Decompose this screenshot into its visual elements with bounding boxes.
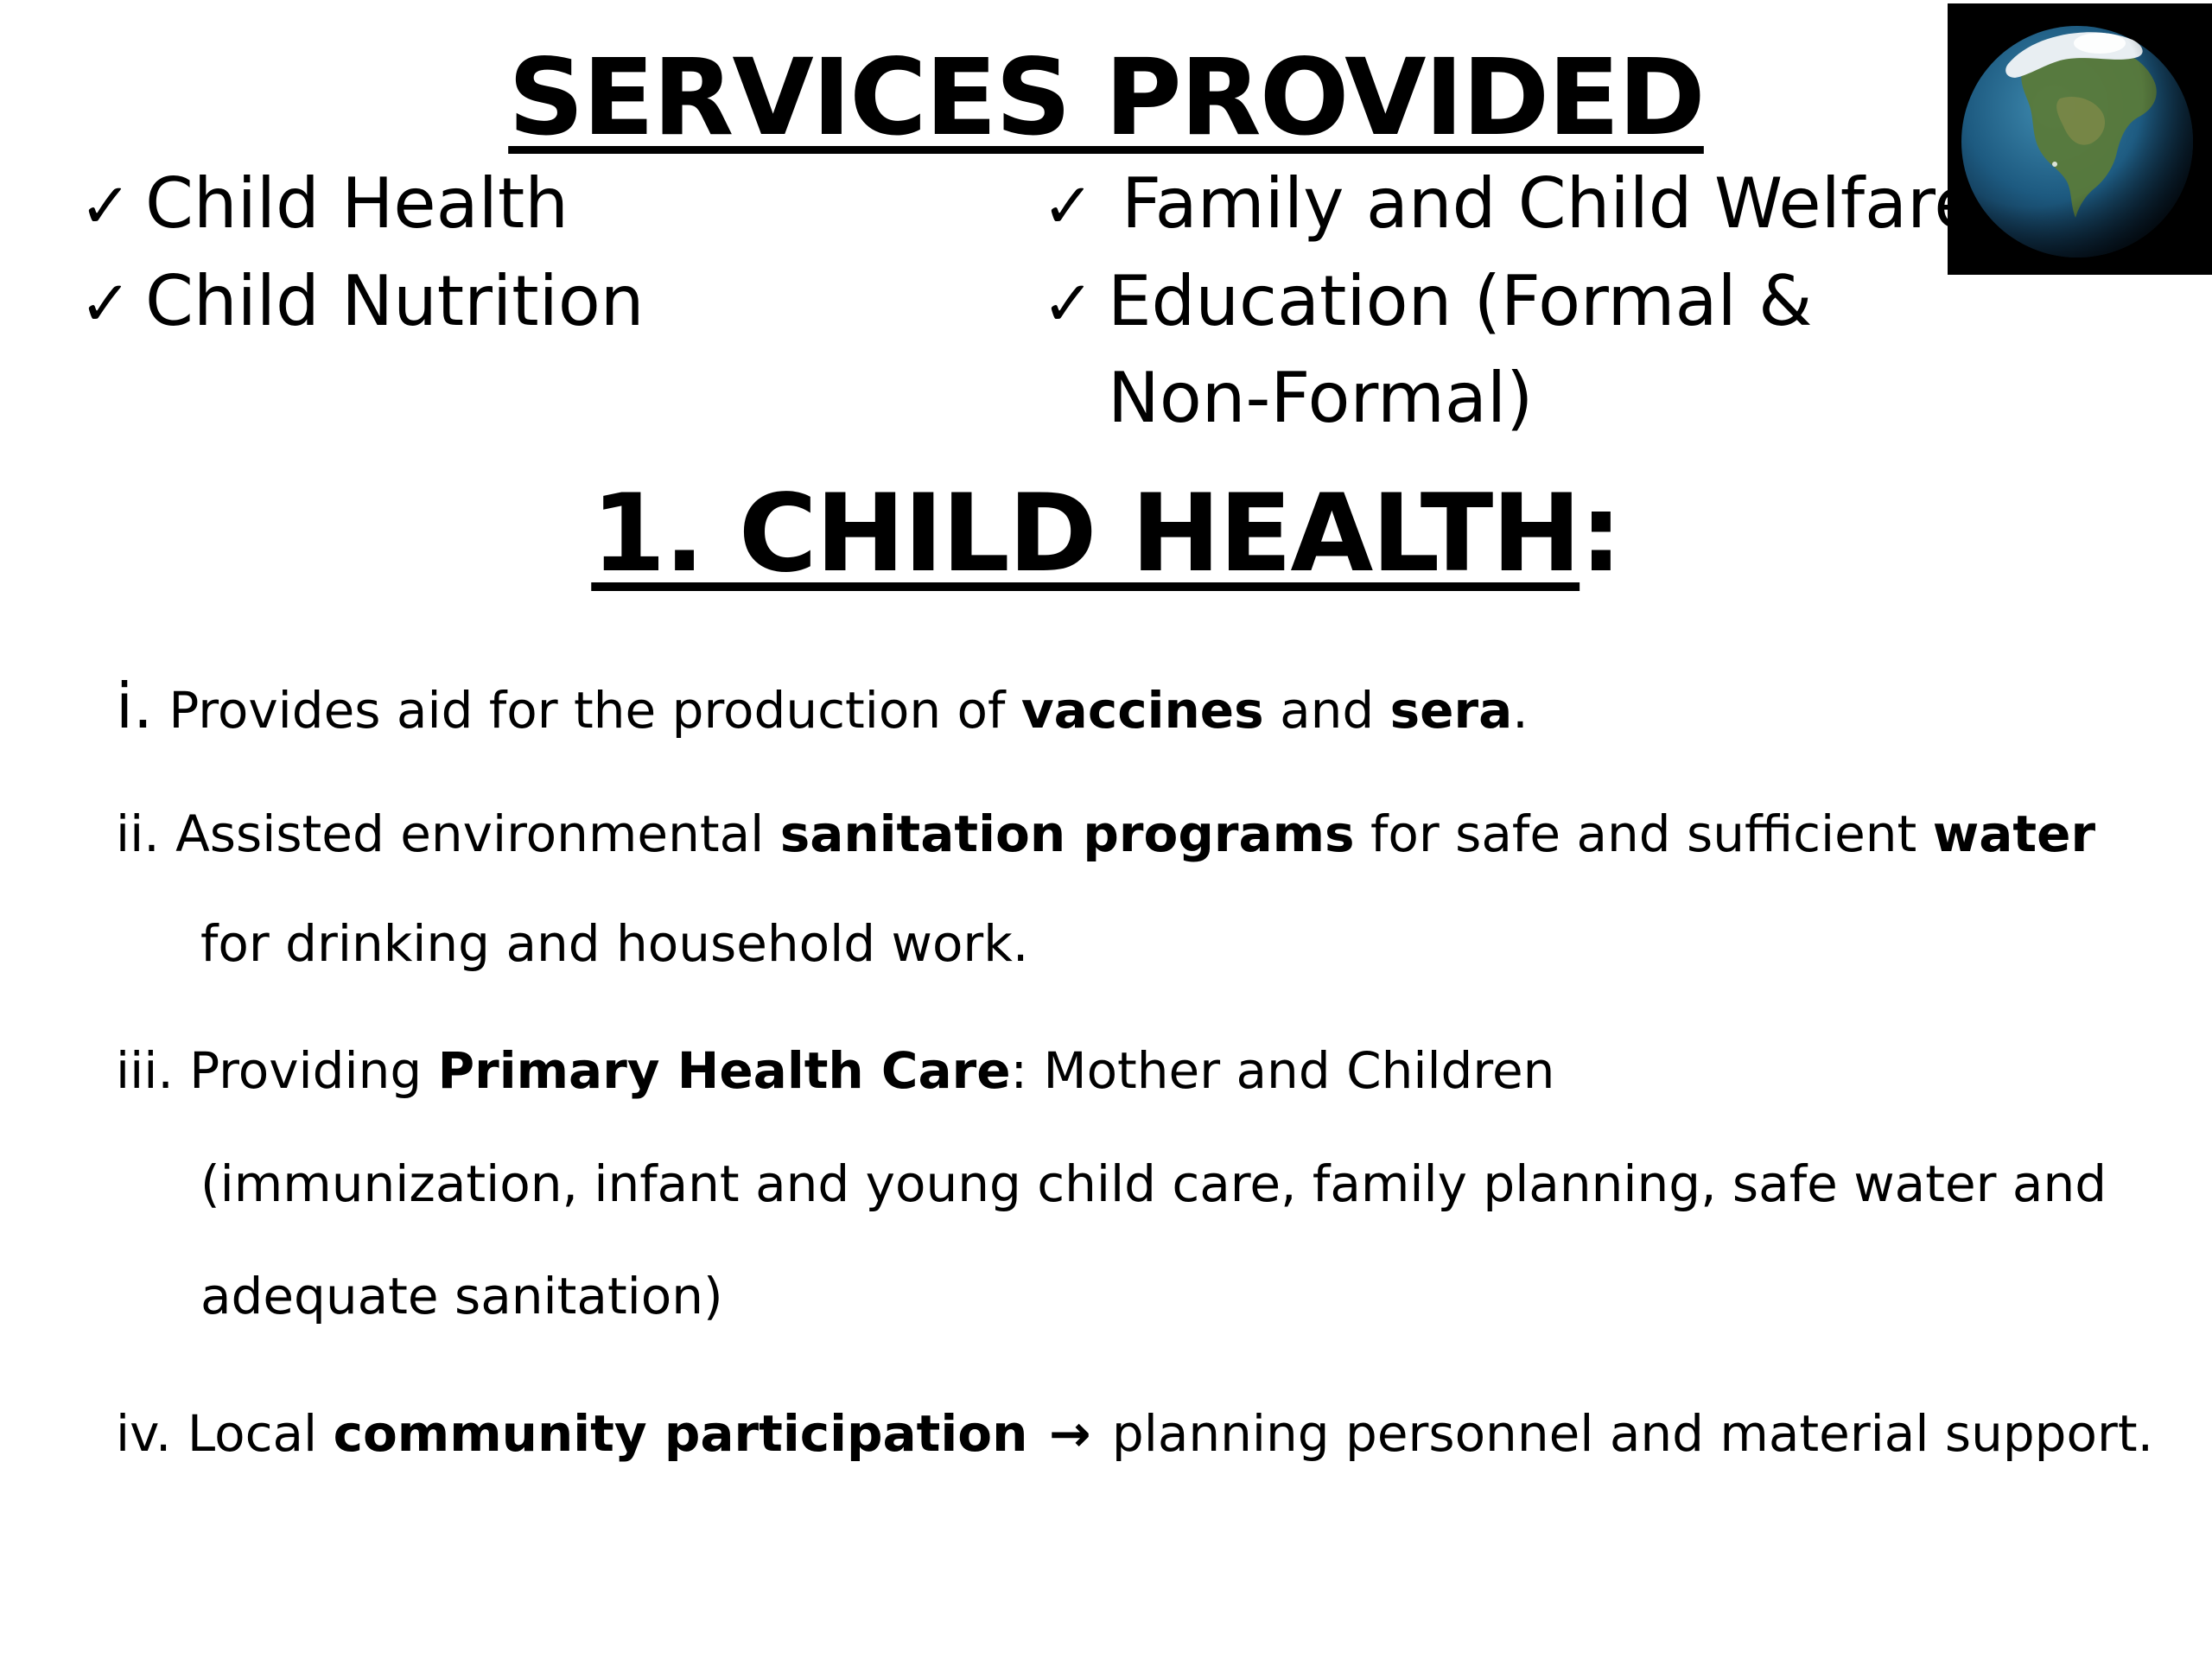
section-heading: [0, 465, 2212, 603]
point-number: ii.: [116, 804, 160, 863]
point-number: iv.: [116, 1404, 172, 1463]
earth-globe-image: [1948, 3, 2212, 275]
point-text: Providing: [189, 1041, 423, 1100]
service-label: Education (Formal & Non-Formal): [1108, 261, 1813, 438]
point-iii-continuation: (immunization, infant and young child care, family planning, safe water and: [200, 1154, 2107, 1213]
service-label: Child Nutrition: [145, 261, 645, 341]
point-ii: [116, 778, 2095, 890]
point-text: Local: [187, 1404, 318, 1463]
point-i: [116, 650, 1529, 766]
point-number: i.: [116, 670, 153, 742]
checkmark-icon: ✓: [79, 169, 132, 242]
point-text: and: [1280, 681, 1375, 740]
checkmark-icon: ✓: [1042, 169, 1095, 242]
earth-globe-icon: [1948, 3, 2212, 275]
point-number: iii.: [116, 1041, 174, 1100]
point-text: Provides aid for the production of: [168, 681, 1006, 740]
point-bold-text: community participation: [333, 1404, 1028, 1463]
point-bold-text: sanitation programs: [779, 804, 1355, 863]
section-heading-colon: :: [1580, 472, 1621, 596]
service-item-child-nutrition: [79, 253, 645, 352]
checkmark-icon: ✓: [79, 267, 132, 340]
section-heading-text: 1. CHILD HEALTH: [591, 472, 1580, 596]
service-item-family-child-welfare: [1042, 156, 1976, 254]
point-text: planning personnel and material support.: [1111, 1404, 2154, 1463]
service-label: Family and Child Welfare: [1122, 163, 1977, 244]
point-bold-text: sera: [1389, 681, 1513, 740]
service-label: Child Health: [145, 163, 569, 244]
checkmark-icon: ✓: [1042, 267, 1095, 340]
point-bold-text: water: [1932, 804, 2096, 863]
point-iv: [116, 1377, 2153, 1490]
arrow-right-icon: →: [1048, 1404, 1091, 1463]
point-ii-continuation: for drinking and household work.: [200, 914, 1029, 973]
point-text: .: [1512, 681, 1529, 740]
point-text: : Mother and Children: [1010, 1041, 1555, 1100]
service-item-education: [1042, 253, 1949, 447]
point-bold-text: vaccines: [1020, 681, 1264, 740]
point-iii-continuation: adequate sanitation): [200, 1267, 723, 1325]
point-bold-text: Primary Health Care: [437, 1041, 1011, 1100]
point-text: for safe and sufficient: [1370, 804, 1917, 863]
point-text: Assisted environmental: [175, 804, 765, 863]
slide-title-text: SERVICES PROVIDED: [508, 36, 1704, 159]
point-iii: [116, 1014, 1554, 1127]
slide-title: [0, 33, 2212, 162]
service-item-child-health: [79, 156, 569, 254]
